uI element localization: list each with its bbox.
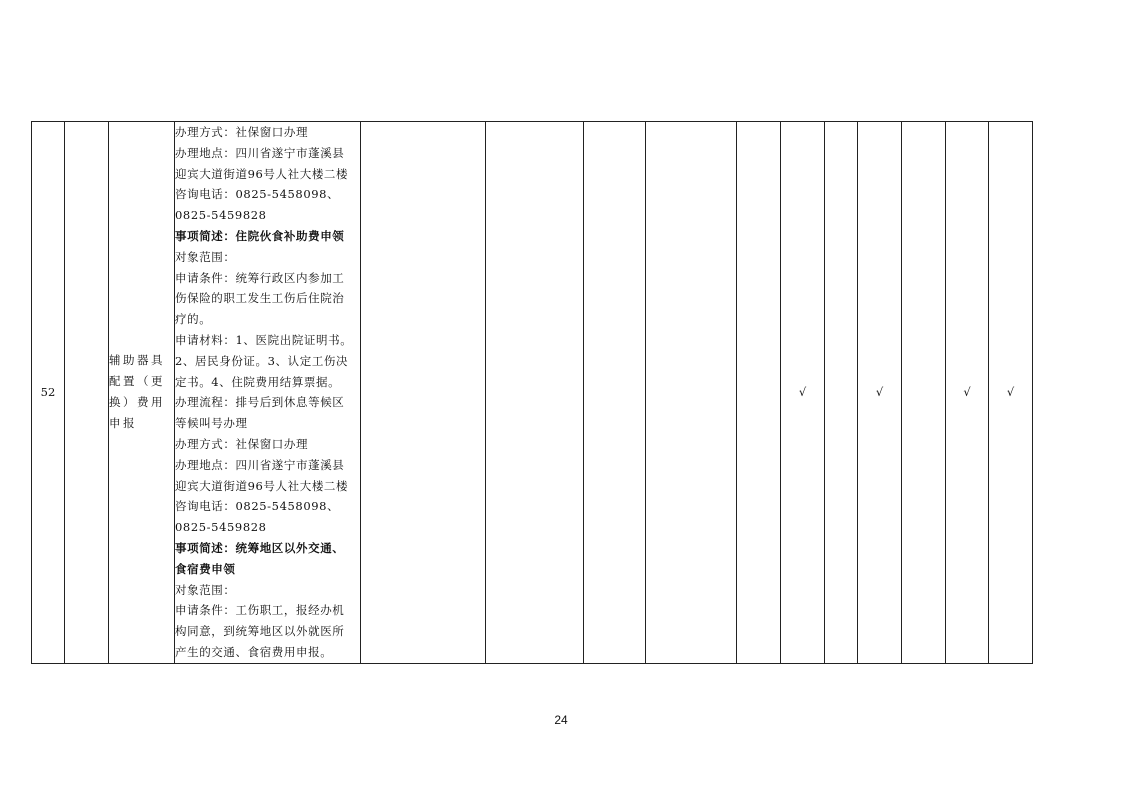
check-cell: [361, 122, 486, 664]
check-cell: √: [781, 122, 825, 664]
description-line: 对象范围：: [175, 249, 236, 264]
item-summary-line: 食宿费申领: [175, 561, 236, 576]
item-description-text: [175, 122, 360, 663]
description-line: 伤保险的职工发生工伤后住院治: [175, 291, 345, 306]
empty-cell: [65, 122, 109, 664]
check-cell: [584, 122, 646, 664]
description-line: 0825-5459828: [175, 520, 267, 535]
description-line: 对象范围：: [175, 582, 236, 597]
description-line: 申请条件：统筹行政区内参加工: [175, 270, 345, 285]
description-line: 办理方式：社保窗口办理: [175, 436, 309, 451]
item-name-line: 换）费用: [109, 395, 165, 410]
check-cell: √: [946, 122, 989, 664]
description-line: 申请材料：1、医院出院证明书。: [175, 332, 353, 347]
check-cell: [825, 122, 858, 664]
table-row: [32, 122, 1033, 664]
check-cell: [486, 122, 584, 664]
item-summary-line: 事项简述：住院伙食补助费申领: [175, 228, 345, 243]
description-line: 办理地点：四川省遂宁市蓬溪县: [175, 457, 345, 472]
check-cell: [737, 122, 781, 664]
check-cell: √: [858, 122, 902, 664]
item-name-line: 配置（更: [109, 374, 165, 389]
description-line: 疗的。: [175, 312, 212, 327]
description-line: 迎宾大道街道96号人社大楼二楼: [175, 478, 349, 493]
description-line: 2、居民身份证。3、认定工伤决: [175, 353, 349, 368]
item-name-cell: [109, 122, 175, 664]
service-items-table: [31, 121, 1033, 664]
description-line: 办理流程：排号后到休息等候区: [175, 395, 345, 410]
row-number-cell: 52: [32, 122, 65, 664]
description-line: 定书。4、住院费用结算票据。: [175, 374, 341, 389]
check-cell: [902, 122, 946, 664]
description-line: 产生的交通、食宿费用申报。: [175, 644, 333, 659]
item-name-line: 申报: [109, 416, 137, 431]
check-cell: √: [989, 122, 1033, 664]
check-cell: [646, 122, 737, 664]
description-line: 构同意，到统筹地区以外就医所: [175, 624, 345, 639]
description-line: 办理地点：四川省遂宁市蓬溪县: [175, 145, 345, 160]
item-description-cell: [175, 122, 361, 664]
description-line: 迎宾大道街道96号人社大楼二楼: [175, 166, 349, 181]
item-name-line: 辅助器具: [109, 353, 165, 368]
page-number: 24: [554, 713, 568, 727]
description-line: 0825-5459828: [175, 208, 267, 223]
description-line: 办理方式：社保窗口办理: [175, 125, 309, 139]
description-line: 咨询电话：0825-5458098、: [175, 187, 340, 202]
description-line: 咨询电话：0825-5458098、: [175, 499, 340, 514]
item-summary-line: 事项简述：统筹地区以外交通、: [175, 540, 345, 555]
description-line: 等候叫号办理: [175, 416, 248, 431]
item-name-text: [109, 350, 174, 434]
description-line: 申请条件：工伤职工，报经办机: [175, 603, 345, 618]
